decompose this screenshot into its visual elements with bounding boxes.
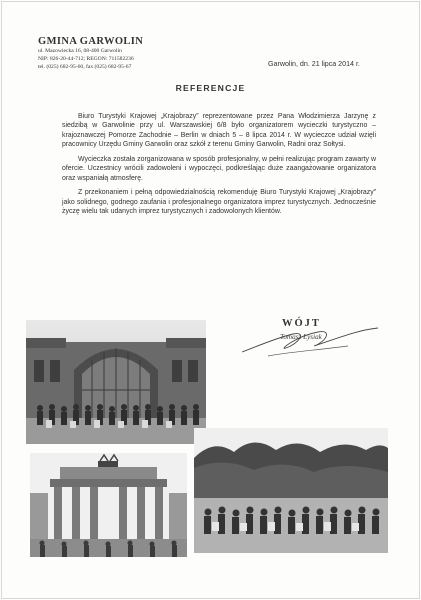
signature-title: WÓJT (282, 318, 321, 329)
letter-body (62, 112, 376, 222)
photo-trees-group (194, 428, 388, 553)
signature-block (238, 316, 388, 376)
paragraph-2: Wycieczka została zorganizowana w sposób profesjonalny, w pełni realizując program zawarty w ofercie. Uczestnicy wrócili zadowoleni i wypoczęci, podkreślając duże zaangażowanie organizatora oraz wspaniałą atmosferę. (62, 155, 376, 182)
photo-brandenburg-gate (30, 453, 187, 557)
letterhead-stamp (38, 36, 158, 71)
place-date: Garwolin, dn. 21 lipca 2014 r. (268, 60, 360, 68)
signature-name: Tomasz Łysiak (280, 333, 322, 341)
letterhead-phone: tel. (025) 682-95-60, fax (025) 682-95-67 (38, 64, 132, 70)
letter-title: REFERENCJE (175, 83, 246, 93)
letterhead-ids: NIP: 826-20-44-712; REGON: 711582236 (38, 56, 134, 62)
photo-building-group (26, 320, 206, 444)
letterhead-address: ul. Mazowiecka 16, 08-400 Garwolin (38, 48, 122, 54)
letterhead-name: GMINA GARWOLIN (38, 36, 144, 47)
paragraph-1: Biuro Turystyki Krajowej „Krajobrazy” reprezentowane przez Pana Włodzimierza Jarzynę z siedzibą w Garwolinie przy ul. Warszawskiej 6/8 było organizatorem wycieczki turystyczno – krajoznawczej Pomorze Zachodnie – Berlin w dniach 5 – 8 lipca 2014 r. W wycieczce udział wzięli pracownicy Urzędu Gminy Garwolin oraz szkół z terenu Gminy Garwolin, Radni oraz Sołtysi. (62, 113, 376, 149)
paragraph-3: Z przekonaniem i pełną odpowiedzialnością rekomenduję Biuro Turystyki Krajowej „Krajobrazy” jako solidnego, godnego zaufania i profesjonalnego organizatora imprez turystycznych. Jednocześnie życzę wielu tak udanych imprez turystycznych i zadowolonych klientów. (62, 189, 376, 216)
